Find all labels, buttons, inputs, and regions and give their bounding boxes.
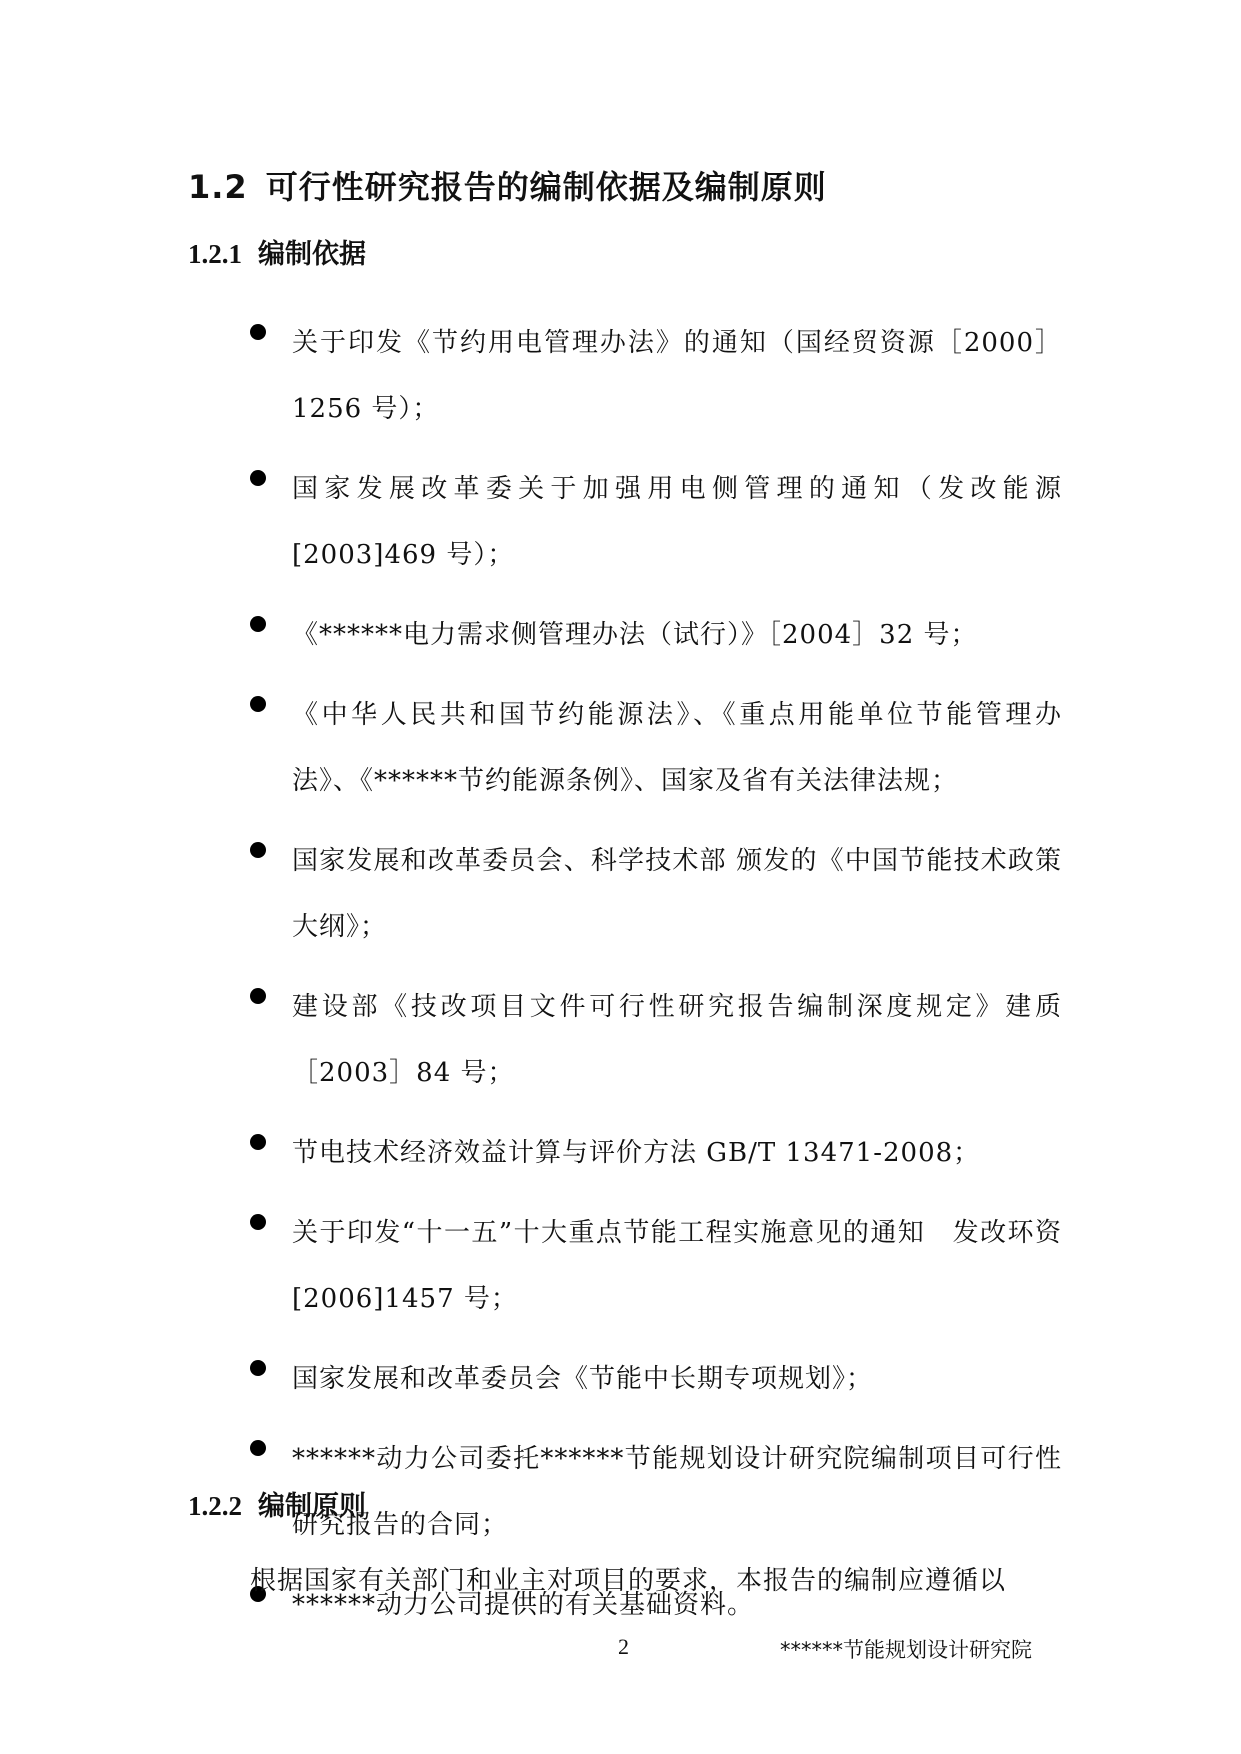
section-heading bbox=[188, 162, 827, 208]
principle-paragraph: 根据国家有关部门和业主对项目的要求，本报告的编制应遵循以 bbox=[250, 1566, 1007, 1596]
bullet-icon bbox=[250, 1360, 266, 1376]
list-item bbox=[0, 1200, 1241, 1332]
list-item bbox=[0, 456, 1241, 588]
subsection-number: 1.2.1 bbox=[188, 239, 242, 269]
section-title: 可行性研究报告的编制依据及编制原则 bbox=[265, 168, 827, 206]
list-item-text: 关于印发《节约用电管理办法》的通知（国经贸资源［2000］1256 号）； bbox=[292, 328, 1062, 424]
list-item bbox=[0, 682, 1241, 814]
footer-organization: ******节能规划设计研究院 bbox=[780, 1638, 1032, 1662]
list-item-text: ******动力公司提供的有关基础资料。 bbox=[292, 1590, 755, 1620]
bullet-icon bbox=[250, 470, 266, 486]
bullet-icon bbox=[250, 616, 266, 632]
list-item-text: 关于印发“十一五”十大重点节能工程实施意见的通知 发改环资[2006]1457 号； bbox=[292, 1218, 1062, 1314]
list-item-text: 国家发展改革委关于加强用电侧管理的通知（发改能源[2003]469 号）； bbox=[292, 474, 1062, 570]
list-item-text: 节电技术经济效益计算与评价方法 GB/T 13471-2008； bbox=[292, 1138, 981, 1168]
bullet-icon bbox=[250, 842, 266, 858]
list-item bbox=[0, 1346, 1241, 1412]
bullet-icon bbox=[250, 324, 266, 340]
bullet-icon bbox=[250, 1214, 266, 1230]
list-item bbox=[0, 1426, 1241, 1558]
subsection-title: 编制原则 bbox=[258, 1491, 366, 1522]
list-item-text: 《******电力需求侧管理办法（试行）》［2004］32 号； bbox=[292, 620, 978, 650]
list-item-text: 建设部《技改项目文件可行性研究报告编制深度规定》建质［2003］84 号； bbox=[292, 992, 1062, 1088]
bullet-icon bbox=[250, 1440, 266, 1456]
subsection-number: 1.2.2 bbox=[188, 1491, 242, 1521]
basis-list bbox=[0, 310, 1241, 1652]
subsection-heading-principles bbox=[188, 1484, 366, 1523]
bullet-icon bbox=[250, 696, 266, 712]
section-number: 1.2 bbox=[188, 168, 248, 206]
list-item-text: 国家发展和改革委员会、科学技术部 颁发的《中国节能技术政策大纲》； bbox=[292, 846, 1062, 942]
list-item bbox=[0, 602, 1241, 668]
bullet-icon bbox=[250, 1134, 266, 1150]
list-item-text: ******动力公司委托******节能规划设计研究院编制项目可行性研究报告的合同； bbox=[292, 1444, 1062, 1540]
list-item bbox=[0, 974, 1241, 1106]
list-item-text: 国家发展和改革委员会《节能中长期专项规划》； bbox=[292, 1364, 874, 1394]
list-item bbox=[0, 1120, 1241, 1186]
subsection-heading-basis bbox=[188, 232, 366, 271]
list-item-text: 《中华人民共和国节约能源法》、《重点用能单位节能管理办法》、《******节约能源条例》、国家及省有关法律法规； bbox=[292, 700, 1062, 796]
list-item bbox=[0, 310, 1241, 442]
list-item bbox=[0, 828, 1241, 960]
subsection-title: 编制依据 bbox=[258, 239, 366, 270]
page-number: 2 bbox=[618, 1634, 629, 1659]
bullet-icon bbox=[250, 988, 266, 1004]
